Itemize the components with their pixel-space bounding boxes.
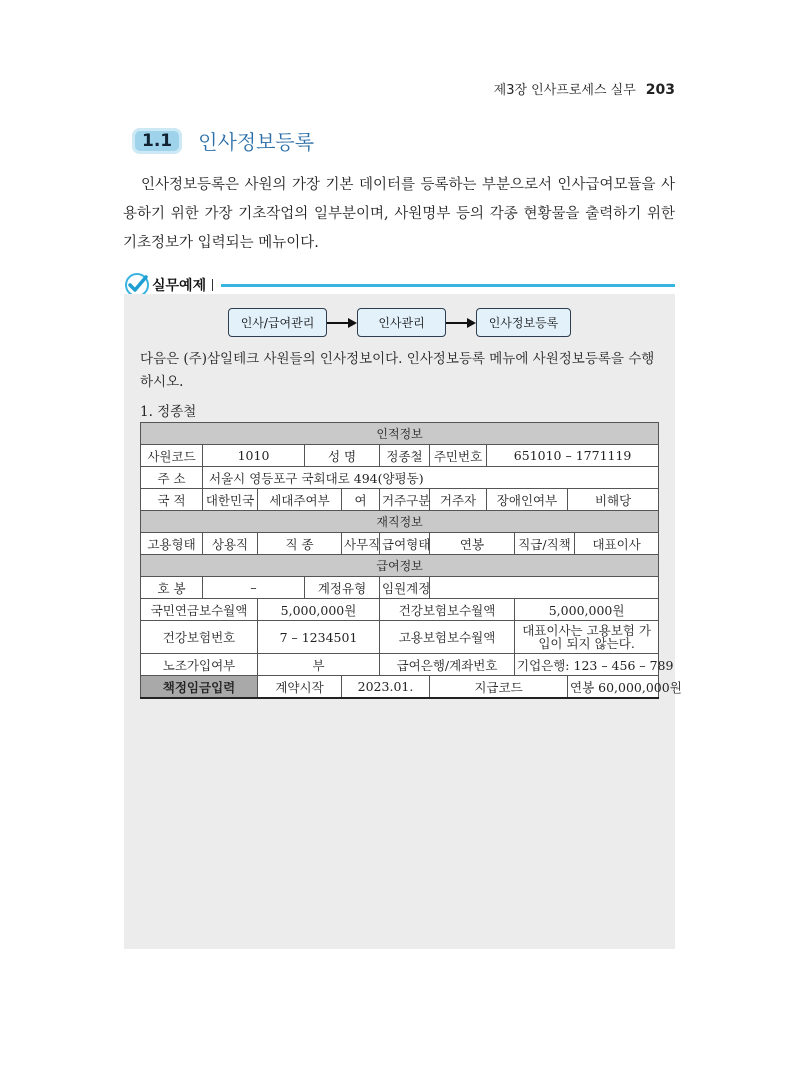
cell-value: 대한민국 (203, 489, 258, 511)
table-row (141, 577, 659, 599)
cell-value: – (203, 577, 305, 599)
cell-label: 사원코드 (141, 445, 203, 467)
cell-label: 직급/직책 (515, 533, 575, 555)
menu-path-step: 인사관리 (357, 308, 445, 337)
cell-label: 건강보험보수월액 (380, 599, 515, 621)
employee-item: 1. 정종철 (140, 404, 197, 420)
cell-label: 급여형태 (380, 533, 430, 555)
menu-path-step: 인사정보등록 (476, 308, 572, 337)
intro-paragraph: 인사정보등록은 사원의 가장 기본 데이터를 등록하는 부분으로서 인사급여모듈을 사용하기 위한 가장 기초작업의 일부분이며, 사원명부 등의 각종 현황물을 출력하기 위한 기초정보가 입력되는 메뉴이다. (123, 177, 675, 251)
cell-value: 5,000,000원 (258, 599, 380, 621)
cell-value: 거주자 (430, 489, 487, 511)
table-row (141, 445, 659, 467)
cell-value: 비해당 (568, 489, 659, 511)
cell-value: 정종철 (380, 445, 430, 467)
table-row (141, 533, 659, 555)
cell-label: 거주구분 (380, 489, 430, 511)
arrow-right-icon (446, 318, 476, 328)
table-row (141, 423, 659, 445)
chapter-title: 제3장 인사프로세스 실무 (493, 83, 636, 98)
table-row (141, 621, 659, 654)
cell-value: 사무직 (342, 533, 380, 555)
section-title: 인사정보등록 (198, 130, 315, 154)
cell-value: 1010 (203, 445, 305, 467)
cell-label: 노조가입여부 (141, 654, 258, 676)
cell-value: 5,000,000원 (515, 599, 659, 621)
example-label: 실무예제 (152, 278, 207, 294)
section-header: 급여정보 (141, 555, 659, 577)
cell-label: 직 종 (258, 533, 342, 555)
cell-value (430, 577, 659, 599)
cell-label: 급여은행/계좌번호 (380, 654, 515, 676)
cell-label: 고용형태 (141, 533, 203, 555)
task-instruction: 다음은 (주)삼일테크 사원들의 인사정보이다. 인사정보등록 메뉴에 사원정보등록을 수행하시오. (140, 351, 655, 390)
cell-value: 연봉 60,000,000원 (568, 676, 659, 699)
arrow-right-icon (327, 318, 357, 328)
table-row (141, 489, 659, 511)
table-row (141, 511, 659, 533)
running-header (494, 79, 675, 98)
menu-path (124, 308, 675, 337)
table-row (141, 467, 659, 489)
cell-label: 건강보험번호 (141, 621, 258, 654)
section-header: 재직정보 (141, 511, 659, 533)
cell-label: 세대주여부 (258, 489, 342, 511)
table-row (141, 599, 659, 621)
cell-value: 651010 – 1771119 (487, 445, 659, 467)
cell-value: 부 (258, 654, 380, 676)
cell-label: 국 적 (141, 489, 203, 511)
cell-value: 연봉 (430, 533, 515, 555)
cell-label: 계정유형 (305, 577, 380, 599)
employee-info-table (140, 422, 682, 699)
example-panel (124, 294, 682, 949)
cell-value: 대표이사 (575, 533, 659, 555)
cell-label: 계약시작 (258, 676, 342, 699)
cell-label: 주 소 (141, 467, 203, 489)
cell-label: 국민연금보수월액 (141, 599, 258, 621)
section-number: 1.1 (132, 128, 182, 154)
table-row (141, 654, 659, 676)
table-row (141, 555, 659, 577)
table-row (141, 676, 659, 699)
cell-label: 책정임금입력 (141, 676, 258, 699)
cell-value: 7 – 1234501 (258, 621, 380, 654)
page-number: 203 (645, 82, 675, 98)
cell-note: 대표이사는 고용보험 가입이 되지 않는다. (515, 621, 659, 654)
cell-value: 임원계정 (380, 577, 430, 599)
cell-value: 기업은행: 123 – 456 – 789 (515, 654, 659, 676)
cell-label: 장애인여부 (487, 489, 568, 511)
section-heading (132, 126, 314, 155)
cell-label: 고용보험보수월액 (380, 621, 515, 654)
cell-value: 상용직 (203, 533, 258, 555)
cell-value: 여 (342, 489, 380, 511)
cell-label: 호 봉 (141, 577, 203, 599)
cell-label: 성 명 (305, 445, 380, 467)
cell-value: 2023.01. (342, 676, 430, 699)
cell-value: 서울시 영등포구 국회대로 494(양평동) (203, 467, 659, 489)
menu-path-step: 인사/급여관리 (228, 308, 328, 337)
cell-label: 지급코드 (430, 676, 568, 699)
cell-label: 주민번호 (430, 445, 487, 467)
label-divider (212, 279, 213, 291)
section-header: 인적정보 (141, 423, 659, 445)
